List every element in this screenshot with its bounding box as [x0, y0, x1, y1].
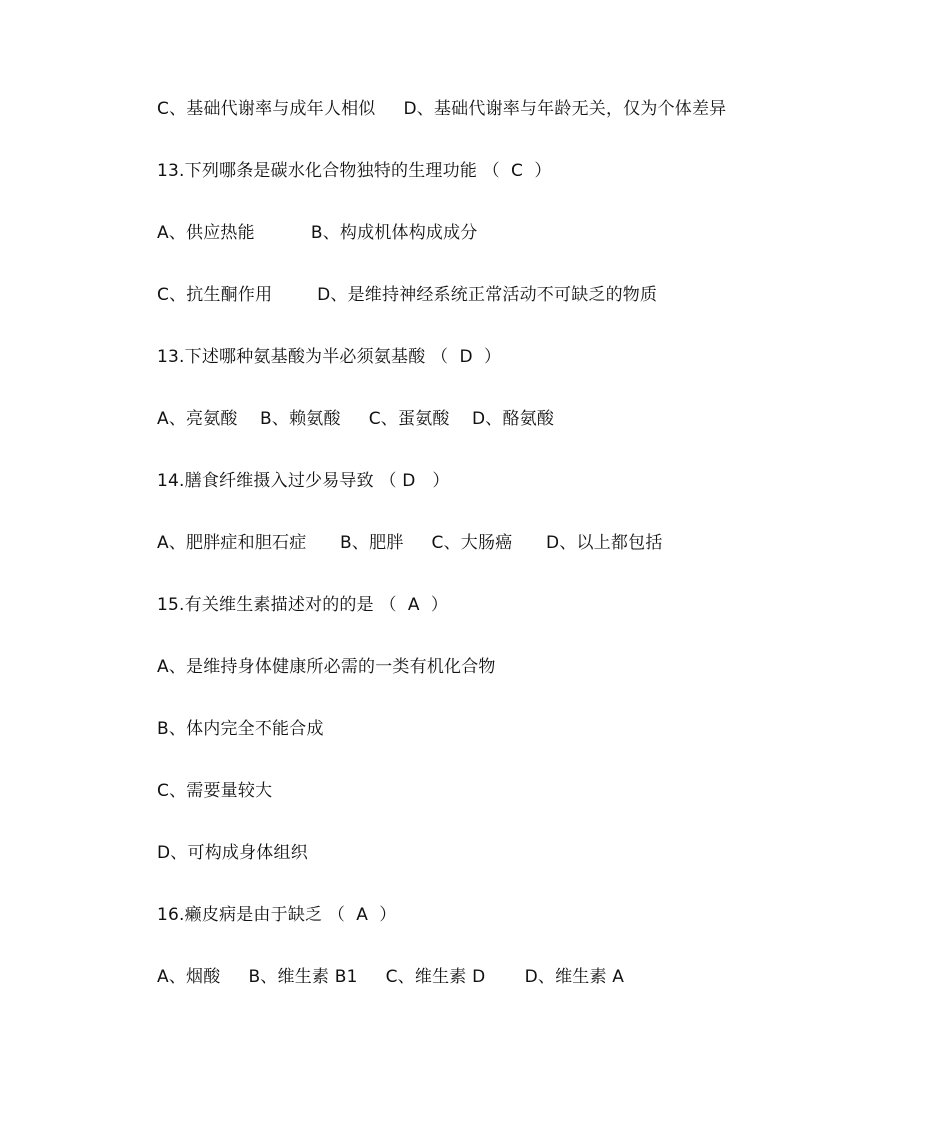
question-14-dietary-fiber: 14.膳食纤维摄入过少易导致 （ D ）: [157, 471, 450, 491]
option-line-c-d-q12: C、基础代谢率与成年人相似 D、基础代谢率与年龄无关，仅为个体差异: [157, 99, 727, 119]
option-line-a-b-q13: A、供应热能 B、构成机体构成成分: [157, 223, 478, 243]
option-d-q15: D、可构成身体组织: [157, 843, 308, 863]
option-c-q15: C、需要量较大: [157, 781, 273, 801]
option-line-q16: A、烟酸 B、维生素 B1 C、维生素 D D、维生素 A: [157, 967, 625, 987]
option-line-c-d-q13: C、抗生酮作用 D、是维持神经系统正常活动不可缺乏的物质: [157, 285, 658, 305]
option-b-q15: B、体内完全不能合成: [157, 719, 324, 739]
question-13-carbohydrate: 13.下列哪条是碳水化合物独特的生理功能 （ C ）: [157, 161, 552, 181]
option-line-q14: A、肥胖症和胆石症 B、肥胖 C、大肠癌 D、以上都包括: [157, 533, 663, 553]
question-16-pellagra: 16.癞皮病是由于缺乏 （ A ）: [157, 905, 397, 925]
question-15-vitamins: 15.有关维生素描述对的的是 （ A ）: [157, 595, 449, 615]
option-a-q15: A、是维持身体健康所必需的一类有机化合物: [157, 657, 496, 677]
option-line-amino-acids: A、亮氨酸 B、赖氨酸 C、蛋氨酸 D、酪氨酸: [157, 409, 555, 429]
question-13-amino-acid: 13.下述哪种氨基酸为半必须氨基酸 （ D ）: [157, 347, 502, 367]
